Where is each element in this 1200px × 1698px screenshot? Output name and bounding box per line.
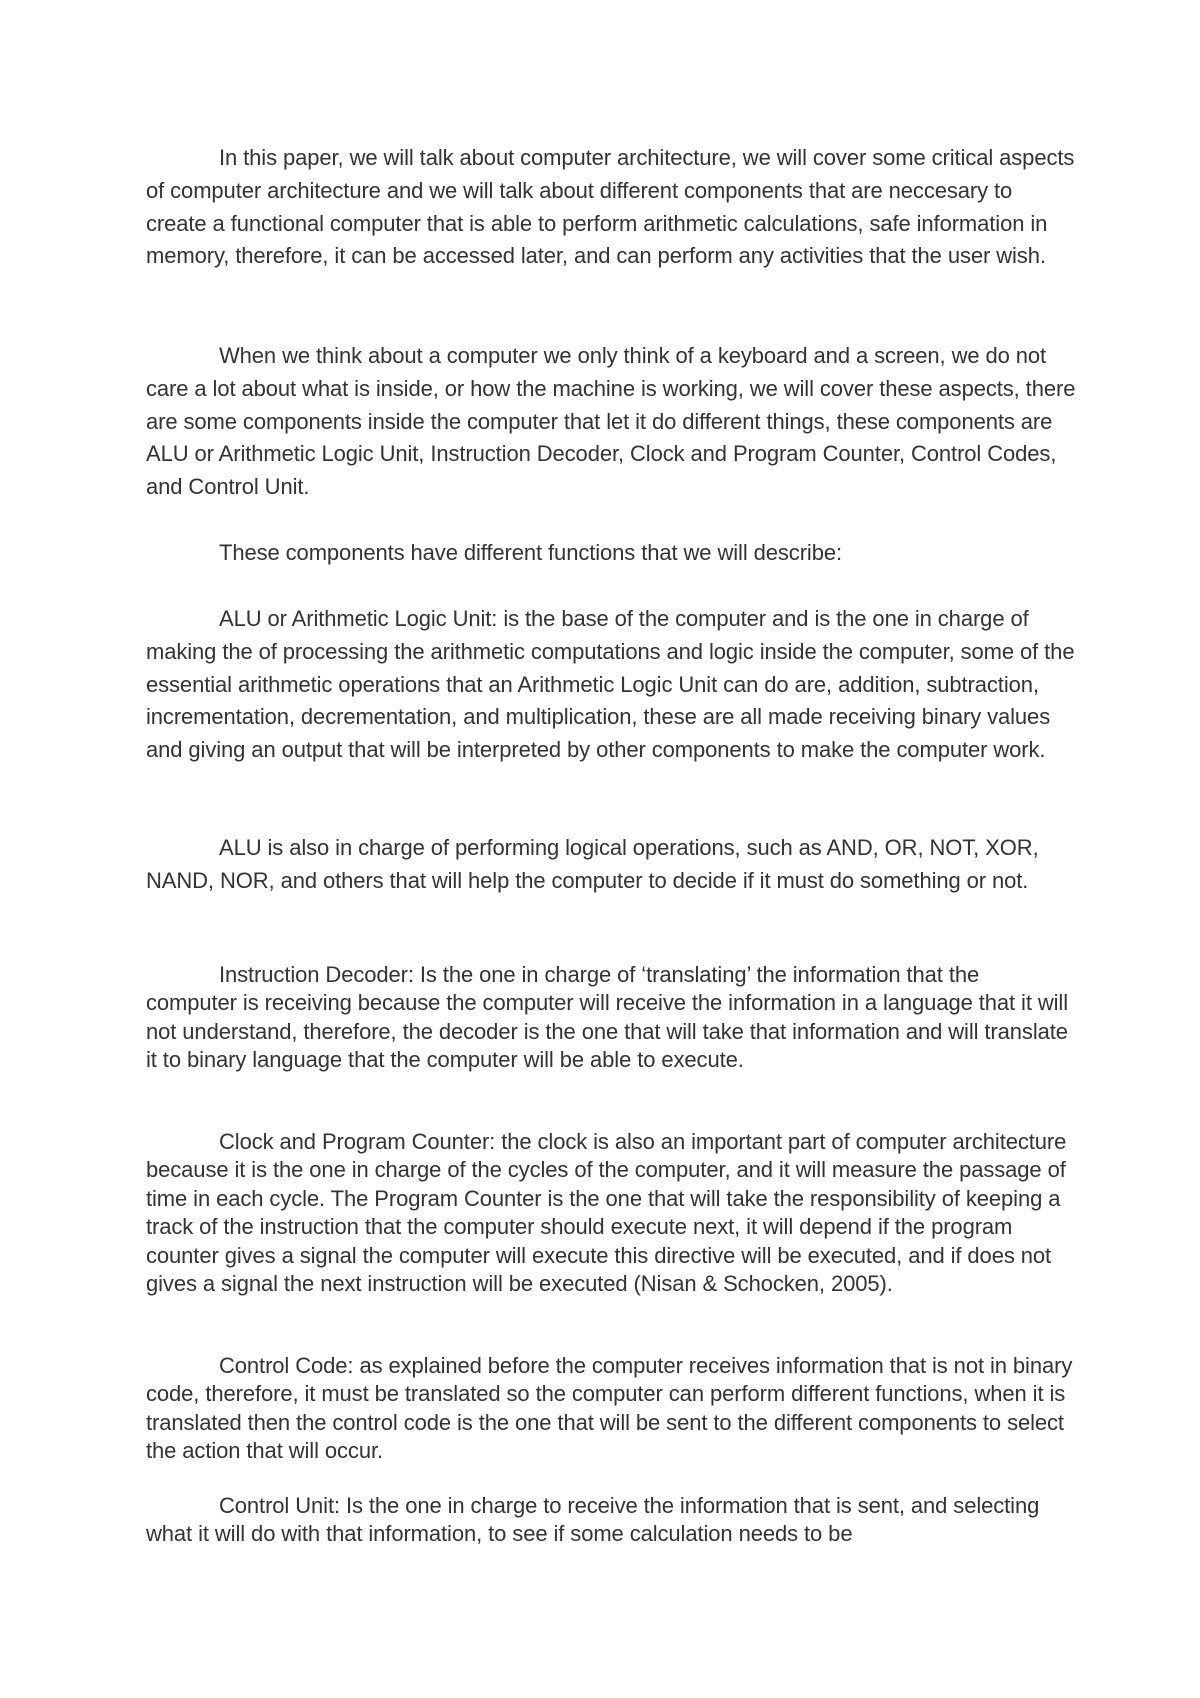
paragraph-control-unit: Control Unit: Is the one in charge to receive the information that is sent, and selecting what it will do with that information, to see if some calculation needs to be (146, 1493, 1040, 1547)
paragraph-instruction-decoder: Instruction Decoder: Is the one in charge of ‘translating’ the information that the computer is receiving because the computer will receive the information in a language that it will not understand, therefore, the decoder is the one that will take that information and will translate it to binary language that the computer will be able to execute. (146, 962, 1069, 1073)
paragraph-clock-program-counter: Clock and Program Counter: the clock is also an important part of computer architecture because it is the one in charge of the cycles of the computer, and it will measure the passage of time in each cycle. The Program Counter is the one that will take the responsibility of keeping a track of the instruction that the computer should execute next, it will depend if the program counter gives a signal the computer will execute this directive will be executed, and if does not gives a signal the next instruction will be executed (Nisan & Schocken, 2005). (146, 1129, 1067, 1297)
paragraph-control-code: Control Code: as explained before the computer receives information that is not in binary code, therefore, it must be translated so the computer can perform different functions, when it is translated then the control code is the one that will be sent to the different components to select the action that will occur. (146, 1353, 1073, 1464)
paragraph-alu-logic: ALU is also in charge of performing logical operations, such as AND, OR, NOT, XOR, NAND, NOR, and others that will help the computer to decide if it must do something or not. (146, 835, 1039, 893)
paragraph-intro: In this paper, we will talk about computer architecture, we will cover some critical aspects of computer architecture and we will talk about different components that are neccesary to create a functional computer that is able to perform arithmetic calculations, safe information in memory, therefore, it can be accessed later, and can perform any activities that the user wish. (146, 145, 1075, 269)
paragraph-components-overview: When we think about a computer we only think of a keyboard and a screen, we do not care a lot about what is inside, or how the machine is working, we will cover these aspects, there are some components inside the computer that let it do different things, these components are ALU or Arithmetic Logic Unit, Instruction Decoder, Clock and Program Counter, Control Codes, and Control Unit. (146, 343, 1076, 500)
paragraph-alu: ALU or Arithmetic Logic Unit: is the base of the computer and is the one in charge of making the of processing the arithmetic computations and logic inside the computer, some of the essential arithmetic operations that an Arithmetic Logic Unit can do are, addition, subtraction, incrementation, decrementation, and multiplication, these are all made receiving binary values and giving an output that will be interpreted by other components to make the computer work. (146, 606, 1075, 763)
paragraph-functions-intro: These components have different functions that we will describe: (219, 540, 842, 565)
